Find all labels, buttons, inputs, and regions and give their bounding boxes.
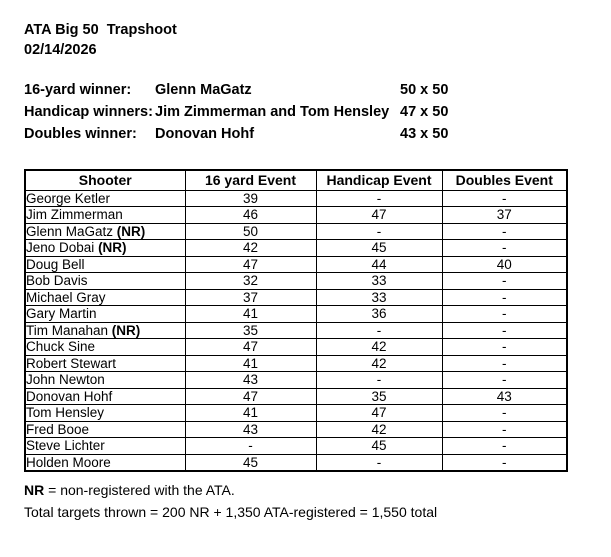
column-header-16-yard: 16 yard Event <box>185 170 316 190</box>
footnote-nr-text: = non-registered with the ATA. <box>44 481 235 498</box>
winner-score: 50 x 50 <box>400 82 449 98</box>
sixteen-yard-score-cell: 46 <box>185 207 316 224</box>
table-row <box>25 405 567 422</box>
footnotes <box>24 479 591 523</box>
handicap-score-cell: 47 <box>316 207 442 224</box>
handicap-score-cell: 45 <box>316 240 442 257</box>
table-row <box>25 355 567 372</box>
winner-name: Glenn MaGatz <box>155 82 252 98</box>
handicap-score-cell: - <box>316 190 442 207</box>
nr-tag: (NR) <box>113 223 146 239</box>
doubles-score-cell: - <box>442 421 567 438</box>
winners-summary <box>24 79 591 145</box>
shooter-name-cell <box>25 438 185 455</box>
doubles-score-cell: - <box>442 240 567 257</box>
handicap-score-cell: 44 <box>316 256 442 273</box>
handicap-score-cell: 42 <box>316 355 442 372</box>
shooter-name: Gary Martin <box>26 306 97 322</box>
handicap-score-cell: 33 <box>316 273 442 290</box>
table-row <box>25 190 567 207</box>
nr-tag: (NR) <box>108 322 141 338</box>
table-header-row <box>25 170 567 190</box>
footnote-nr <box>24 479 591 501</box>
sixteen-yard-score-cell: 42 <box>185 240 316 257</box>
sixteen-yard-score-cell: 43 <box>185 421 316 438</box>
table-row <box>25 388 567 405</box>
shooter-name: Donovan Hohf <box>26 388 113 404</box>
sixteen-yard-score-cell: 45 <box>185 454 316 471</box>
handicap-score-cell: 33 <box>316 289 442 306</box>
handicap-score-cell: - <box>316 223 442 240</box>
winner-row-doubles <box>24 123 591 145</box>
doubles-score-cell: 43 <box>442 388 567 405</box>
shooter-name-cell <box>25 240 185 257</box>
shooter-name-cell <box>25 388 185 405</box>
shooter-name-cell <box>25 190 185 207</box>
sixteen-yard-score-cell: 50 <box>185 223 316 240</box>
column-header-handicap: Handicap Event <box>316 170 442 190</box>
table-row <box>25 273 567 290</box>
shooter-name: Jim Zimmerman <box>26 207 123 223</box>
shooter-name: Tom Hensley <box>26 405 105 421</box>
shooter-name: Michael Gray <box>26 289 106 305</box>
winner-score: 43 x 50 <box>400 126 449 142</box>
doubles-score-cell: - <box>442 289 567 306</box>
winner-label: Handicap winners: <box>24 104 153 120</box>
winner-name: Donovan Hohf <box>155 126 255 142</box>
winner-row-16-yard <box>24 79 591 101</box>
shooter-name: Jeno Dobai <box>26 240 95 256</box>
handicap-score-cell: 45 <box>316 438 442 455</box>
table-row <box>25 339 567 356</box>
handicap-score-cell: 36 <box>316 306 442 323</box>
doubles-score-cell: 37 <box>442 207 567 224</box>
shooter-name-cell <box>25 289 185 306</box>
shooter-name: John Newton <box>26 372 105 388</box>
doubles-score-cell: 40 <box>442 256 567 273</box>
table-row <box>25 372 567 389</box>
doubles-score-cell: - <box>442 355 567 372</box>
doubles-score-cell: - <box>442 223 567 240</box>
winner-name: Jim Zimmerman and Tom Hensley <box>155 104 390 120</box>
column-header-shooter: Shooter <box>25 170 185 190</box>
table-row <box>25 240 567 257</box>
results-table <box>24 169 568 472</box>
shooter-name-cell <box>25 322 185 339</box>
sixteen-yard-score-cell: 41 <box>185 355 316 372</box>
handicap-score-cell: - <box>316 454 442 471</box>
handicap-score-cell: 35 <box>316 388 442 405</box>
shooter-name-cell <box>25 306 185 323</box>
column-header-doubles: Doubles Event <box>442 170 567 190</box>
shooter-name: Holden Moore <box>26 454 111 470</box>
winner-label: Doubles winner: <box>24 126 137 142</box>
doubles-score-cell: - <box>442 273 567 290</box>
shooter-name-cell <box>25 405 185 422</box>
table-row <box>25 306 567 323</box>
table-row <box>25 454 567 471</box>
shooter-name-cell <box>25 372 185 389</box>
winner-row-handicap <box>24 101 591 123</box>
doubles-score-cell: - <box>442 339 567 356</box>
sixteen-yard-score-cell: 47 <box>185 388 316 405</box>
sixteen-yard-score-cell: 32 <box>185 273 316 290</box>
table-row <box>25 438 567 455</box>
shooter-name-cell <box>25 339 185 356</box>
table-row <box>25 207 567 224</box>
doubles-score-cell: - <box>442 405 567 422</box>
shooter-name: Glenn MaGatz <box>26 223 114 239</box>
shooter-name-cell <box>25 223 185 240</box>
table-row <box>25 421 567 438</box>
sixteen-yard-score-cell: 47 <box>185 339 316 356</box>
winner-label: 16-yard winner: <box>24 82 132 98</box>
shooter-name-cell <box>25 273 185 290</box>
handicap-score-cell: 42 <box>316 339 442 356</box>
nr-tag: (NR) <box>94 240 127 256</box>
handicap-score-cell: - <box>316 372 442 389</box>
shooter-name-cell <box>25 256 185 273</box>
doubles-score-cell: - <box>442 306 567 323</box>
shooter-name: George Ketler <box>26 190 111 206</box>
doubles-score-cell: - <box>442 190 567 207</box>
sixteen-yard-score-cell: 41 <box>185 306 316 323</box>
sixteen-yard-score-cell: 37 <box>185 289 316 306</box>
handicap-score-cell: 47 <box>316 405 442 422</box>
shooter-name: Chuck Sine <box>26 339 96 355</box>
shooter-name-cell <box>25 355 185 372</box>
doubles-score-cell: - <box>442 438 567 455</box>
doubles-score-cell: - <box>442 372 567 389</box>
shooter-name: Fred Booe <box>26 421 90 437</box>
table-row <box>25 256 567 273</box>
table-row <box>25 322 567 339</box>
footnote-totals: Total targets thrown = 200 NR + 1,350 ATA-registered = 1,550 total <box>24 503 438 520</box>
footnote-nr-abbrev: NR <box>24 481 45 498</box>
sixteen-yard-score-cell: 39 <box>185 190 316 207</box>
shooter-name: Steve Lichter <box>26 438 105 454</box>
shooter-name: Bob Davis <box>26 273 88 289</box>
doubles-score-cell: - <box>442 322 567 339</box>
table-row <box>25 223 567 240</box>
table-row <box>25 289 567 306</box>
page-title: ATA Big 50 Trapshoot <box>24 22 177 38</box>
sixteen-yard-score-cell: 47 <box>185 256 316 273</box>
sixteen-yard-score-cell: 43 <box>185 372 316 389</box>
handicap-score-cell: - <box>316 322 442 339</box>
sixteen-yard-score-cell: - <box>185 438 316 455</box>
doubles-score-cell: - <box>442 454 567 471</box>
shooter-name: Doug Bell <box>26 256 85 272</box>
page-date: 02/14/2026 <box>24 42 97 58</box>
shooter-name-cell <box>25 454 185 471</box>
sixteen-yard-score-cell: 41 <box>185 405 316 422</box>
shooter-name-cell <box>25 207 185 224</box>
shooter-name: Robert Stewart <box>26 355 117 371</box>
handicap-score-cell: 42 <box>316 421 442 438</box>
shooter-name-cell <box>25 421 185 438</box>
title-block <box>24 20 591 60</box>
winner-score: 47 x 50 <box>400 104 449 120</box>
shooter-name: Tim Manahan <box>26 322 109 338</box>
sixteen-yard-score-cell: 35 <box>185 322 316 339</box>
